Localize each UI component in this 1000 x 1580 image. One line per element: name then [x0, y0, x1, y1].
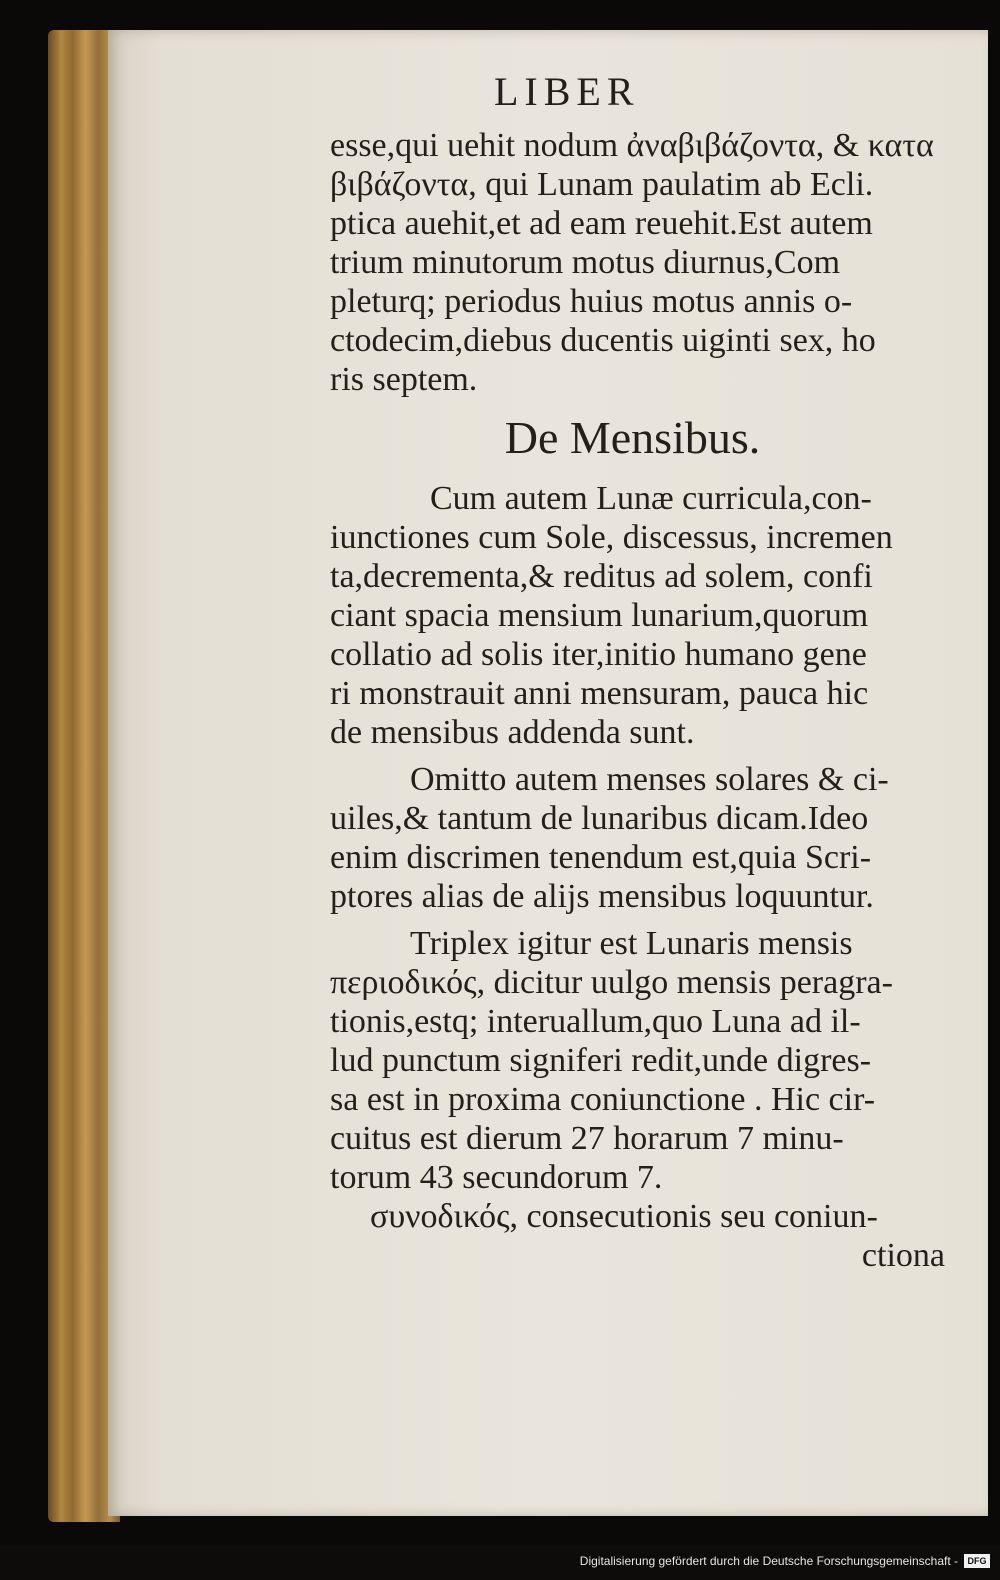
text-line: συνοδικός, consecutionis seu coniun-	[370, 1198, 878, 1235]
text-line: collatio ad solis iter,initio humano gene	[330, 636, 867, 673]
text-line: torum 43 secundorum 7.	[330, 1159, 663, 1196]
text-line: Cum autem Lunæ curricula,con-	[430, 480, 872, 517]
text-line: trium minutorum motus diurnus,Com	[330, 244, 841, 281]
text-line: tionis,estq; interuallum,quo Luna ad il-	[330, 1003, 861, 1040]
text-line: de mensibus addenda sunt.	[330, 714, 695, 751]
text-line: ta,decrementa,& reditus ad solem, confi	[330, 558, 873, 595]
text-line: περιοδικός, dicitur uulgo mensis peragra-	[330, 964, 893, 1001]
running-head: LIBER	[494, 69, 640, 114]
text-line: uiles,& tantum de lunaribus dicam.Ideo	[330, 800, 869, 837]
text-line: ctodecim,diebus ducentis uiginti sex, ho	[330, 322, 876, 359]
text-line: ris septem.	[330, 361, 478, 398]
text-line: Triplex igitur est Lunaris mensis	[410, 925, 853, 962]
catchword: ctiona	[861, 1237, 945, 1274]
text-line: ptores alias de alijs mensibus loquuntur.	[330, 878, 874, 915]
text-line: ptica auehit,et ad eam reuehit.Est autem	[330, 205, 873, 242]
text-line: lud punctum signiferi redit,unde digres-	[330, 1042, 872, 1079]
dfg-logo-icon: DFG	[964, 1554, 990, 1568]
digitization-credit	[580, 1550, 990, 1572]
credit-text: Digitalisierung gefördert durch die Deutsche Forschungsgemeinschaft -	[579, 1554, 958, 1568]
text-line: ciant spacia mensium lunarium,quorum	[330, 597, 869, 634]
section-heading: De Mensibus.	[504, 412, 761, 463]
text-line: iunctiones cum Sole, discessus, incremen	[330, 519, 893, 556]
page-body	[330, 126, 945, 1275]
text-line: esse,qui uehit nodum ἀναβιβάζοντα, & κατα	[330, 127, 934, 164]
text-line: ri monstrauit anni mensuram, pauca hic	[330, 675, 869, 712]
text-line: sa est in proxima coniunctione . Hic cir-	[330, 1081, 876, 1118]
text-line: enim discrimen tenendum est,quia Scri-	[330, 839, 872, 876]
text-line: Omitto autem menses solares & ci-	[410, 761, 889, 798]
text-line: pleturq; periodus huius motus annis o-	[330, 283, 853, 320]
text-line: βιβάζοντα, qui Lunam paulatim ab Ecli.	[330, 166, 874, 203]
text-line: cuitus est dierum 27 horarum 7 minu-	[330, 1120, 844, 1157]
